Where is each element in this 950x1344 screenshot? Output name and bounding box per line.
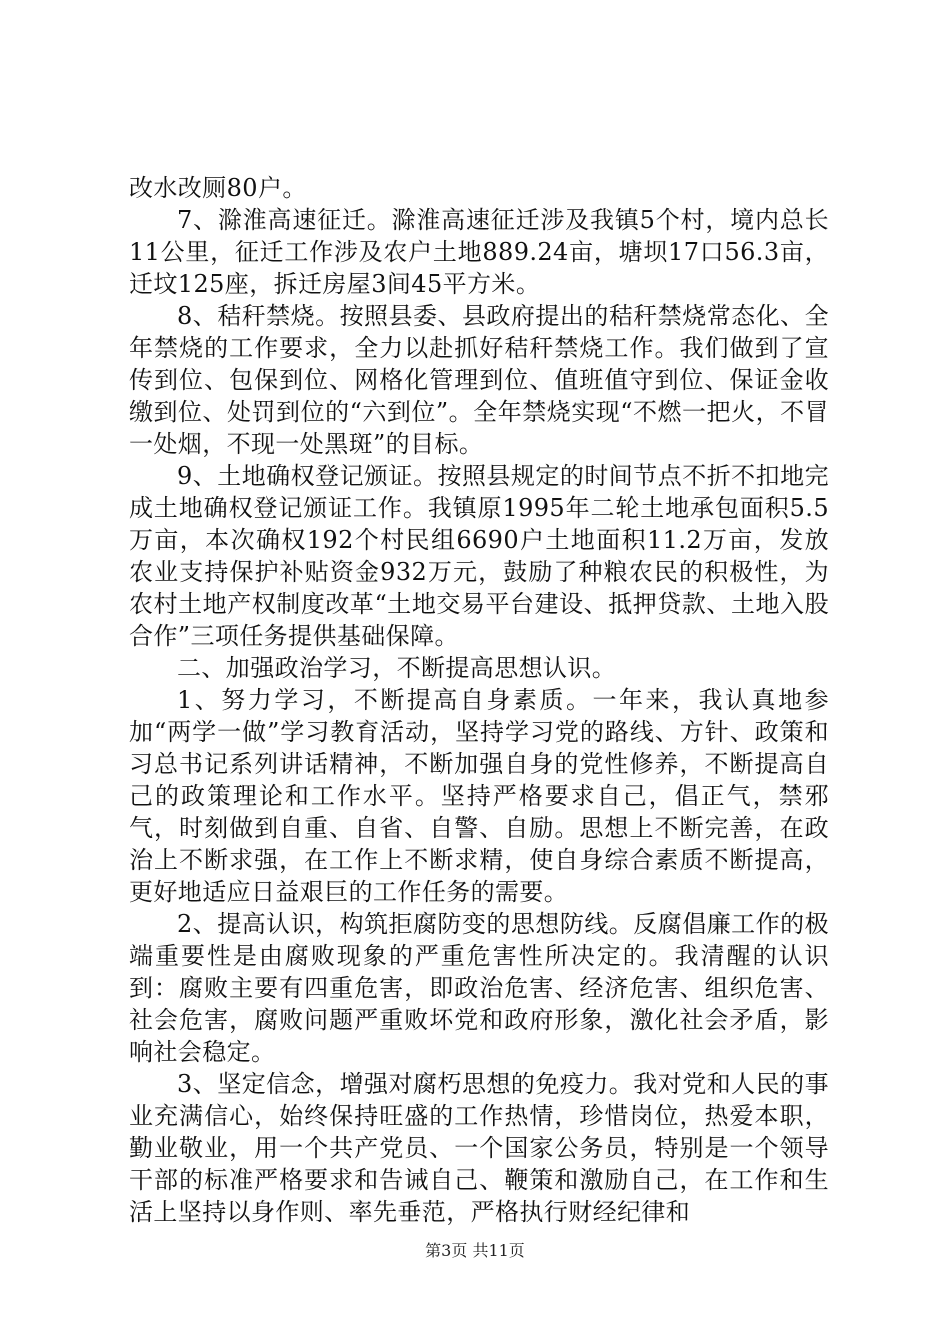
paragraph: 8、秸秆禁烧。按照县委、县政府提出的秸秆禁烧常态化、全年禁烧的工作要求，全力以赴抓好秸秆禁烧工作。我们做到了宣传到位、包保到位、网格化管理到位、值班值守到位、保证金收缴到位、处罚到位的“六到位”。全年禁烧实现“不燃一把火，不冒一处烟，不现一处黑斑”的目标。 xyxy=(129,302,829,458)
paragraph: 改水改厕80户。 xyxy=(129,174,307,202)
page-number-footer: 第3页 共11页 xyxy=(425,1241,525,1260)
section-heading: 二、加强政治学习，不断提高思想认识。 xyxy=(177,654,617,682)
paragraph: 1、努力学习，不断提高自身素质。一年来，我认真地参加“两学一做”学习教育活动，坚持学习党的路线、方针、政策和习总书记系列讲话精神，不断加强自身的党性修养，不断提高自己的政策理论和工作水平。坚持严格要求自己，倡正气，禁邪气，时刻做到自重、自省、自警、自励。思想上不断完善，在政治上不断求强，在工作上不断求精，使自身综合素质不断提高，更好地适应日益艰巨的工作任务的需要。 xyxy=(129,686,829,906)
document-body xyxy=(129,172,829,1228)
paragraph: 2、提高认识，构筑拒腐防变的思想防线。反腐倡廉工作的极端重要性是由腐败现象的严重危害性所决定的。我清醒的认识到：腐败主要有四重危害，即政治危害、经济危害、组织危害、社会危害，腐败问题严重败坏党和政府形象，激化社会矛盾，影响社会稳定。 xyxy=(129,910,829,1066)
paragraph: 3、坚定信念，增强对腐朽思想的免疫力。我对党和人民的事业充满信心，始终保持旺盛的工作热情，珍惜岗位，热爱本职，勤业敬业，用一个共产党员、一个国家公务员，特别是一个领导干部的标准严格要求和告诫自己、鞭策和激励自己，在工作和生活上坚持以身作则、率先垂范，严格执行财经纪律和 xyxy=(129,1070,829,1226)
paragraph: 7、滁淮高速征迁。滁淮高速征迁涉及我镇5个村，境内总长11公里，征迁工作涉及农户土地889.24亩，塘坝17口56.3亩，迁坟125座，拆迁房屋3间45平方米。 xyxy=(129,206,829,298)
paragraph: 9、土地确权登记颁证。按照县规定的时间节点不折不扣地完成土地确权登记颁证工作。我镇原1995年二轮土地承包面积5.5万亩，本次确权192个村民组6690户土地面积11.2万亩，发放农业支持保护补贴资金932万元，鼓励了种粮农民的积极性，为农村土地产权制度改革“土地交易平台建设、抵押贷款、土地入股合作”三项任务提供基础保障。 xyxy=(129,462,829,650)
